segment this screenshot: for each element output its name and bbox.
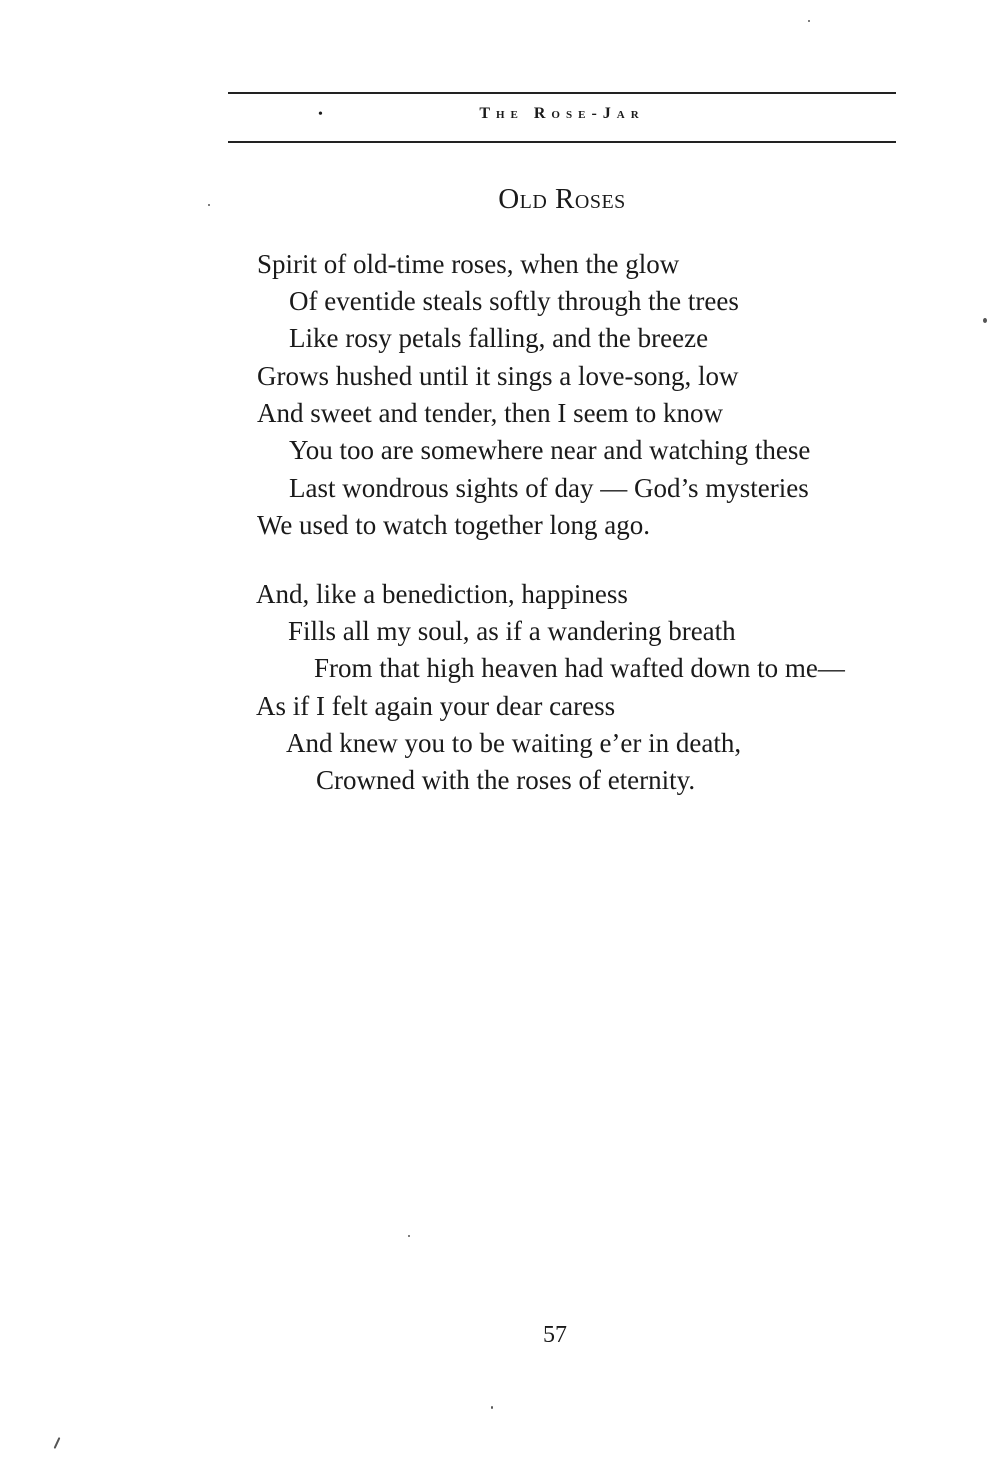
poem-line: From that high heaven had wafted down to me— xyxy=(314,653,845,683)
poem-line: And sweet and tender, then I seem to know xyxy=(257,398,724,428)
poem-line: Fills all my soul, as if a wandering breath xyxy=(288,616,736,646)
running-head xyxy=(228,105,896,131)
scan-speck xyxy=(54,1437,61,1449)
scan-speck xyxy=(208,204,210,206)
poem-line: As if I felt again your dear caress xyxy=(256,691,616,721)
scan-speck xyxy=(808,20,810,22)
header-rule-top xyxy=(228,92,896,94)
page-number: 57 xyxy=(543,1322,567,1348)
poem-line: Spirit of old-time roses, when the glow xyxy=(257,249,680,279)
poem-line: We used to watch together long ago. xyxy=(257,510,650,540)
poem-line: Grows hushed until it sings a love-song, low xyxy=(257,361,739,391)
running-head-title: The Rose-Jar xyxy=(479,105,645,122)
poem-line: You too are somewhere near and watching these xyxy=(289,435,811,465)
poem-line: Of eventide steals softly through the trees xyxy=(289,286,739,316)
scan-speck xyxy=(408,1235,410,1237)
poem-line: Crowned with the roses of eternity. xyxy=(316,765,696,795)
bullet-ornament: • xyxy=(318,107,323,122)
poem-line: And, like a benediction, happiness xyxy=(256,579,628,609)
poem-title: Old Roses xyxy=(498,183,626,215)
scan-speck xyxy=(491,1406,493,1409)
poem-line: And knew you to be waiting e’er in death, xyxy=(286,728,742,758)
scan-speck xyxy=(983,318,987,323)
header-rule-bottom xyxy=(228,141,896,143)
poem-line: Like rosy petals falling, and the breeze xyxy=(289,323,709,353)
poem-line: Last wondrous sights of day — God’s mysteries xyxy=(289,473,809,503)
